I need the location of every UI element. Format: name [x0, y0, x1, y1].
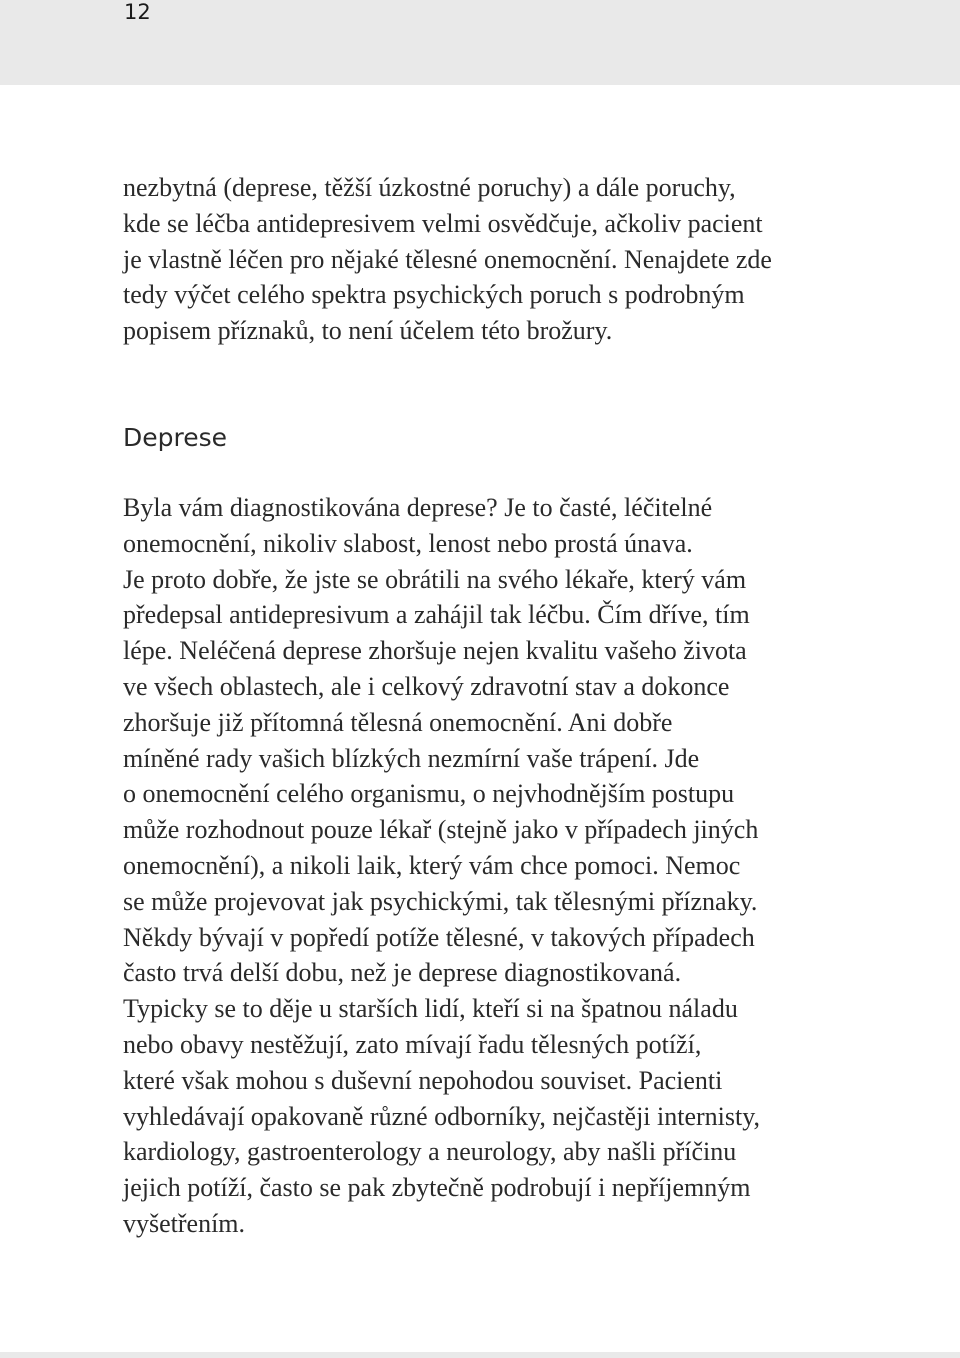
page-header-band [0, 0, 960, 85]
page-content [123, 170, 883, 1238]
intro-paragraph: nezbytná (deprese, těžší úzkostné poruchy) a dále poruchy, kde se léčba antidepresivem velmi osvědčuje, ačkoliv pacient je vlastně léčen pro nějaké tělesné onemocnění. Nenajdete zde tedy výčet celého spektra psychických poruch s podrobným popisem příznaků, to není účelem této brožury. [123, 173, 772, 346]
page-footer-band [0, 1352, 960, 1358]
section-heading: Deprese [123, 423, 228, 452]
section-body-paragraph: Byla vám diagnostikována deprese? Je to časté, léčitelné onemocnění, nikoliv slabost, lenost nebo prostá únava. Je proto dobře, že jste se obrátili na svého lékaře, který vám předepsal antidepresivum a zahájil tak léčbu. Čím dříve, tím lépe. Neléčená deprese zhoršuje nejen kvalitu vašeho života ve všech oblastech, ale i celkový zdravotní stav a dokonce zhoršuje již přítomná tělesná onemocnění. Ani dobře míněné rady vašich blízkých nezmírní vaše trápení. Jde o onemocnění celého organismu, o nejvhodnějším postupu může rozhodnout pouze lékař (stejně jako v případech jiných onemocnění), a nikoli laik, který vám chce pomoci. Nemoc se může projevovat jak psychickými, tak tělesnými příznaky. Někdy bývají v popředí potíže tělesné, v takových případech často trvá delší dobu, než je deprese diagnostikovaná. Typicky se to děje u starších lidí, kteří si na špatnou náladu nebo obavy nestěžují, zato mívají řadu tělesných potíží, které však mohou s duševní nepohodou souviset. Pacienti vyhledávají opakovaně různé odborníky, nejčastěji internisty, kardiology, gastroenterology a neurology, aby našli příčinu jejich potíží, často se pak zbytečně podrobují i nepříjemným vyšetřením. [123, 493, 761, 1238]
page-number: 12 [124, 0, 151, 24]
